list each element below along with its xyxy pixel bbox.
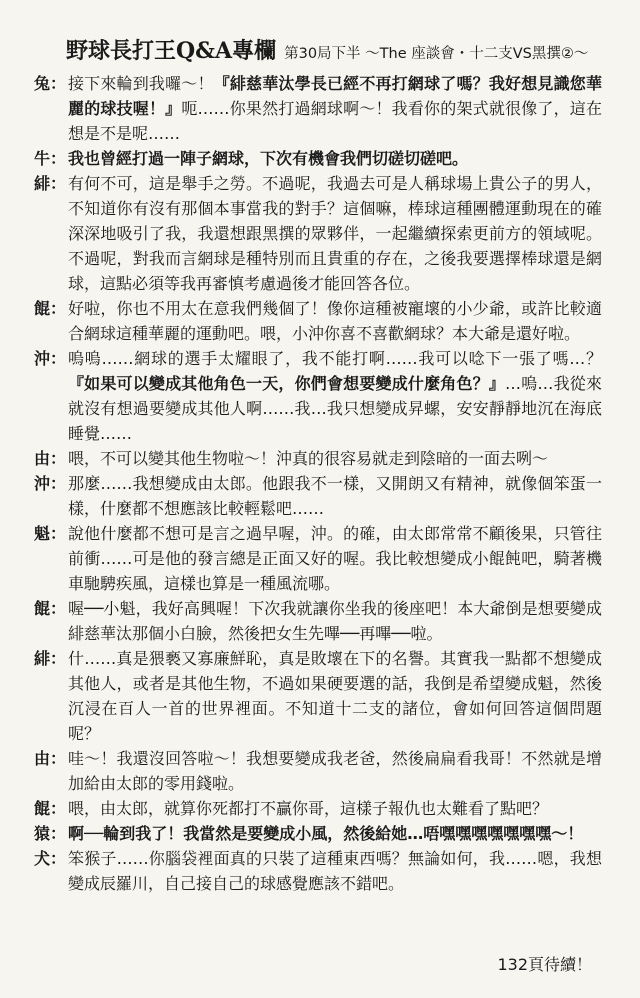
- dialogue-entry: [34, 71, 602, 146]
- dialogue-text: [68, 796, 602, 821]
- text-segment: 接下來輪到我囉～！: [68, 74, 214, 93]
- speaker-label: 緋：: [34, 649, 67, 668]
- emphasized-text: 我也曾經打過一陣子網球，下次有機會我們切磋切磋吧。: [68, 149, 469, 168]
- dialogue-text: [68, 446, 602, 471]
- dialogue-entry: [34, 146, 602, 171]
- dialogue-entry: [34, 846, 602, 896]
- column-header: [66, 34, 602, 65]
- speaker-label: 猿：: [34, 824, 67, 843]
- text-segment: 什……真是猥褻又寡廉鮮恥，真是敗壞在下的名譽。其實我一點都不想變成其他人，或者是其他生物，不過如果硬要選的話，我倒是希望變成魁，然後沉浸在百人一首的世界裡面。不知道十二支的諸位，會如何回答這個問題呢？: [68, 649, 602, 743]
- column-subtitle: 第30局下半 ～The 座談會・十二支VS黑撰②～: [284, 46, 589, 62]
- column-title: 野球長打王Q&A專欄: [66, 38, 277, 64]
- continued-note: 132頁待續！: [497, 955, 592, 974]
- dialogue-text: [68, 596, 602, 646]
- speaker-label: 餛：: [34, 799, 67, 818]
- speaker-label: 緋：: [34, 174, 67, 193]
- text-segment: 喂，不可以變其他生物啦～！沖真的很容易就走到陰暗的一面去咧～: [68, 449, 549, 468]
- text-segment: 喔──小魁，我好高興喔！下次我就讓你坐我的後座吧！本大爺倒是想要變成緋慈華汰那個小白臉，然後把女生先嗶──再嗶──啦。: [68, 599, 602, 643]
- dialogue-entry: [34, 171, 602, 296]
- text-segment: 呃……你果然打過網球啊～！我看你的架式就很像了，這在想是不是呢……: [68, 99, 602, 143]
- text-segment: 嗚嗚……網球的選手太耀眼了，我不能打啊……我可以唸下一張了嗎…？: [68, 349, 602, 368]
- emphasized-text: 『如果可以變成其他角色一天，你們會想要變成什麼角色？』: [68, 374, 506, 393]
- speaker-label: 餛：: [34, 599, 67, 618]
- dialogue-text: [68, 521, 602, 596]
- speaker-label: 由：: [34, 749, 67, 768]
- dialogue-entry: [34, 596, 602, 646]
- speaker-label: 兔：: [34, 74, 67, 93]
- dialogue-text: [68, 71, 602, 146]
- dialogue-text: [68, 746, 602, 796]
- dialogue-text: [68, 171, 602, 296]
- dialogue-text: [68, 821, 602, 846]
- dialogue-entry: [34, 471, 602, 521]
- text-segment: 喂，由太郎，就算你死都打不贏你哥，這樣子報仇也太難看了點吧？: [68, 799, 549, 818]
- speaker-label: 魁：: [34, 524, 67, 543]
- dialogue-entry: [34, 346, 602, 446]
- dialogue-entry: [34, 796, 602, 821]
- text-segment: 有何不可，這是舉手之勞。不過呢，我過去可是人稱球場上貴公子的男人，不知道你有沒有那個本事當我的對手？這個嘛，棒球這種團體運動現在的確深深地吸引了我，我還想跟黑撰的眾夥伴，一起繼續探索更前方的領域呢。不過呢，對我而言網球是種特別而且貴重的存在，之後我要選擇棒球還是網球，這點必須等我再審慎考慮過後才能回答各位。: [68, 174, 602, 293]
- dialogue-text: [68, 471, 602, 521]
- dialogue-entry: [34, 646, 602, 746]
- speaker-label: 沖：: [34, 474, 67, 493]
- text-segment: 笨猴子……你腦袋裡面真的只裝了這種東西嗎？無論如何，我……嗯，我想變成辰羅川，自己接自己的球感覺應該不錯吧。: [68, 849, 602, 893]
- dialogue-text: [68, 146, 602, 171]
- emphasized-text: 啊──輪到我了！我當然是要變成小風，然後給她…唔嘿嘿嘿嘿嘿嘿嘿～！: [68, 824, 584, 843]
- text-segment: 說他什麼都不想可是言之過早喔，沖。的確，由太郎常常不顧後果，只管往前衝……可是他的發言總是正面又好的喔。我比較想變成小餛飩吧，騎著機車馳騁疾風，這樣也算是一種風流哪。: [68, 524, 602, 593]
- speaker-label: 牛：: [34, 149, 67, 168]
- speaker-label: 餛：: [34, 299, 67, 318]
- speaker-label: 沖：: [34, 349, 67, 368]
- dialogue-entry: [34, 446, 602, 471]
- dialogue-entry: [34, 746, 602, 796]
- emphasized-text: 『緋慈華汰學長已經不再打網球了嗎？我好想見識您華麗的球技喔！』: [68, 74, 602, 118]
- dialogue-text: [68, 346, 602, 446]
- text-segment: 那麼……我想變成由太郎。他跟我不一樣，又開朗又有精神，就像個笨蛋一樣，什麼都不想應該比較輕鬆吧……: [68, 474, 602, 518]
- dialogue-text: [68, 646, 602, 746]
- speaker-label: 由：: [34, 449, 67, 468]
- text-segment: 哇～！我還沒回答啦～！我想要變成我老爸，然後扁扁看我哥！不然就是增加給由太郎的零用錢啦。: [68, 749, 602, 793]
- dialogue-text: [68, 846, 602, 896]
- text-segment: 好啦，你也不用太在意我們幾個了！像你這種被寵壞的小少爺，或許比較適合網球這種華麗的運動吧。喂，小沖你喜不喜歡網球？本大爺是還好啦。: [68, 299, 602, 343]
- dialogue-list: [34, 71, 602, 896]
- text-segment: …嗚…我從來就沒有想過要變成其他人啊……我…我只想變成昇螺，安安靜靜地沉在海底睡覺……: [68, 374, 602, 443]
- speaker-label: 犬：: [34, 849, 67, 868]
- dialogue-entry: [34, 521, 602, 596]
- dialogue-entry: [34, 296, 602, 346]
- dialogue-text: [68, 296, 602, 346]
- dialogue-entry: [34, 821, 602, 846]
